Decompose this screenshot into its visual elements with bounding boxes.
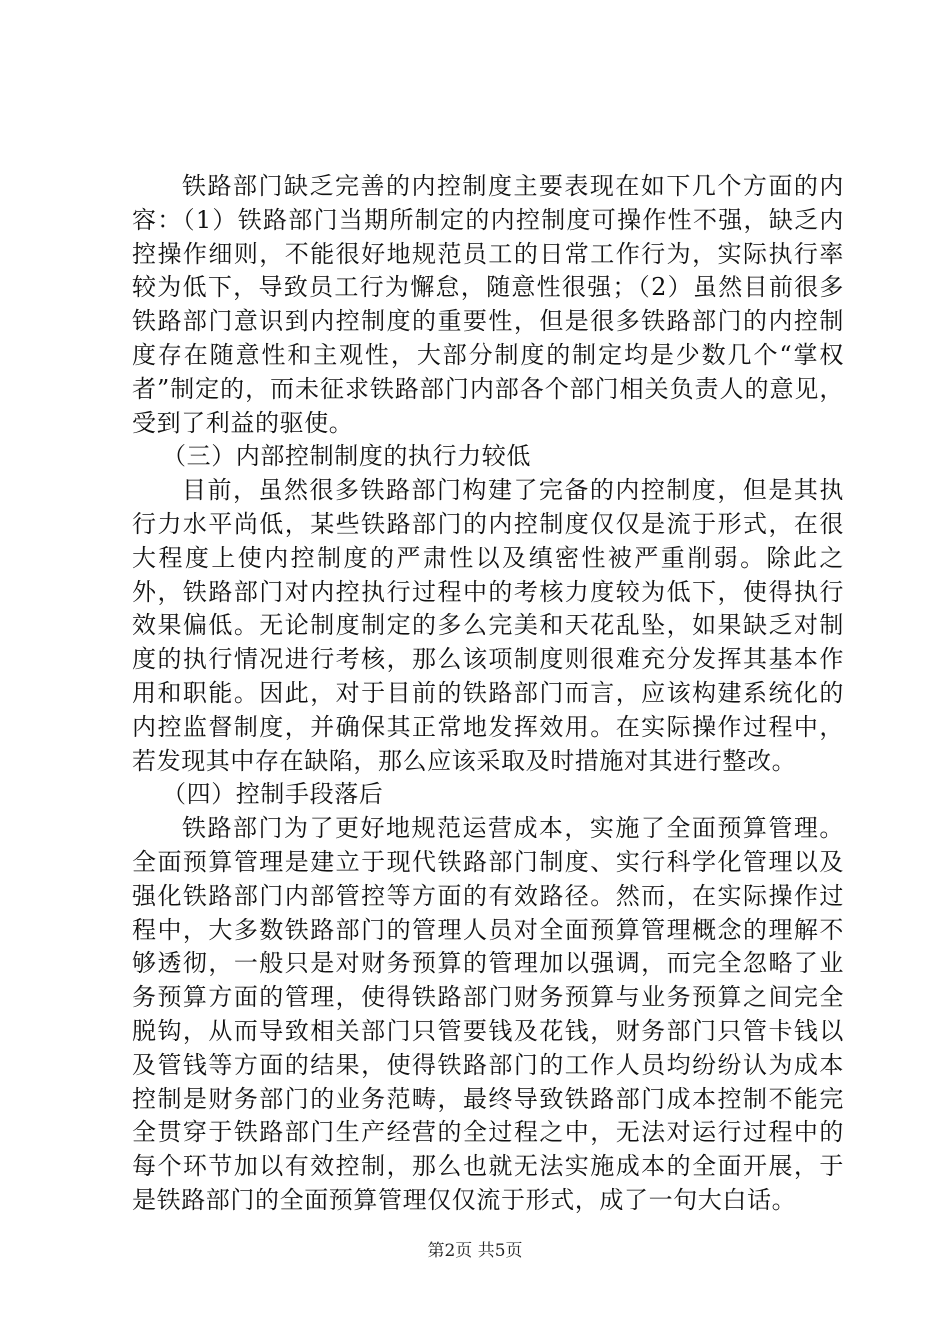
section-heading-4: （四）控制手段落后 — [162, 780, 384, 809]
paragraph-internal-control-deficiency: 铁路部门缺乏完善的内控制度主要表现在如下几个方面的内容：（1）铁路部门当期所制定的内控制度可操作性不强，缺乏内控操作细则，不能很好地规范员工的日常工作行为，实际执行率较为低下，导致员工行为懈怠，随意性很强；（2）虽然目前很多铁路部门意识到内控制度的重要性，但是很多铁路部门的内控制度存在随意性和主观性，大部分制度的制定均是少数几个“掌权者”制定的，而未征求铁路部门内部各个部门相关负责人的意见，受到了利益的驱使。 — [132, 172, 844, 437]
document-body — [132, 170, 844, 1218]
page-footer: 第2页 共5页 — [427, 1241, 523, 1261]
paragraph-execution: 目前，虽然很多铁路部门构建了完备的内控制度，但是其执行力水平尚低，某些铁路部门的内控制度仅仅是流于形式，在很大程度上使内控制度的严肃性以及缜密性被严重削弱。除此之外，铁路部门对内控执行过程中的考核力度较为低下，使得执行效果偏低。无论制度制定的多么完美和天花乱坠，如果缺乏对制度的执行情况进行考核，那么该项制度则很难充分发挥其基本作用和职能。因此，对于目前的铁路部门而言，应该构建系统化的内控监督制度，并确保其正常地发挥效用。在实际操作过程中，若发现其中存在缺陷，那么应该采取及时措施对其进行整改。 — [132, 476, 844, 775]
paragraph-control-means: 铁路部门为了更好地规范运营成本，实施了全面预算管理。全面预算管理是建立于现代铁路部门制度、实行科学化管理以及强化铁路部门内部管控等方面的有效路径。然而，在实际操作过程中，大多数铁路部门的管理人员对全面预算管理概念的理解不够透彻，一般只是对财务预算的管理加以强调，而完全忽略了业务预算方面的管理，使得铁路部门财务预算与业务预算之间完全脱钩，从而导致相关部门只管要钱及花钱，财务部门只管卡钱以及管钱等方面的结果，使得铁路部门的工作人员均纷纷认为成本控制是财务部门的业务范畴，最终导致铁路部门成本控制不能完全贯穿于铁路部门生产经营的全过程之中，无法对运行过程中的每个环节加以有效控制，那么也就无法实施成本的全面开展，于是铁路部门的全面预算管理仅仅流于形式，成了一句大白话。 — [132, 814, 844, 1214]
section-heading-3: （三）内部控制制度的执行力较低 — [162, 442, 531, 471]
